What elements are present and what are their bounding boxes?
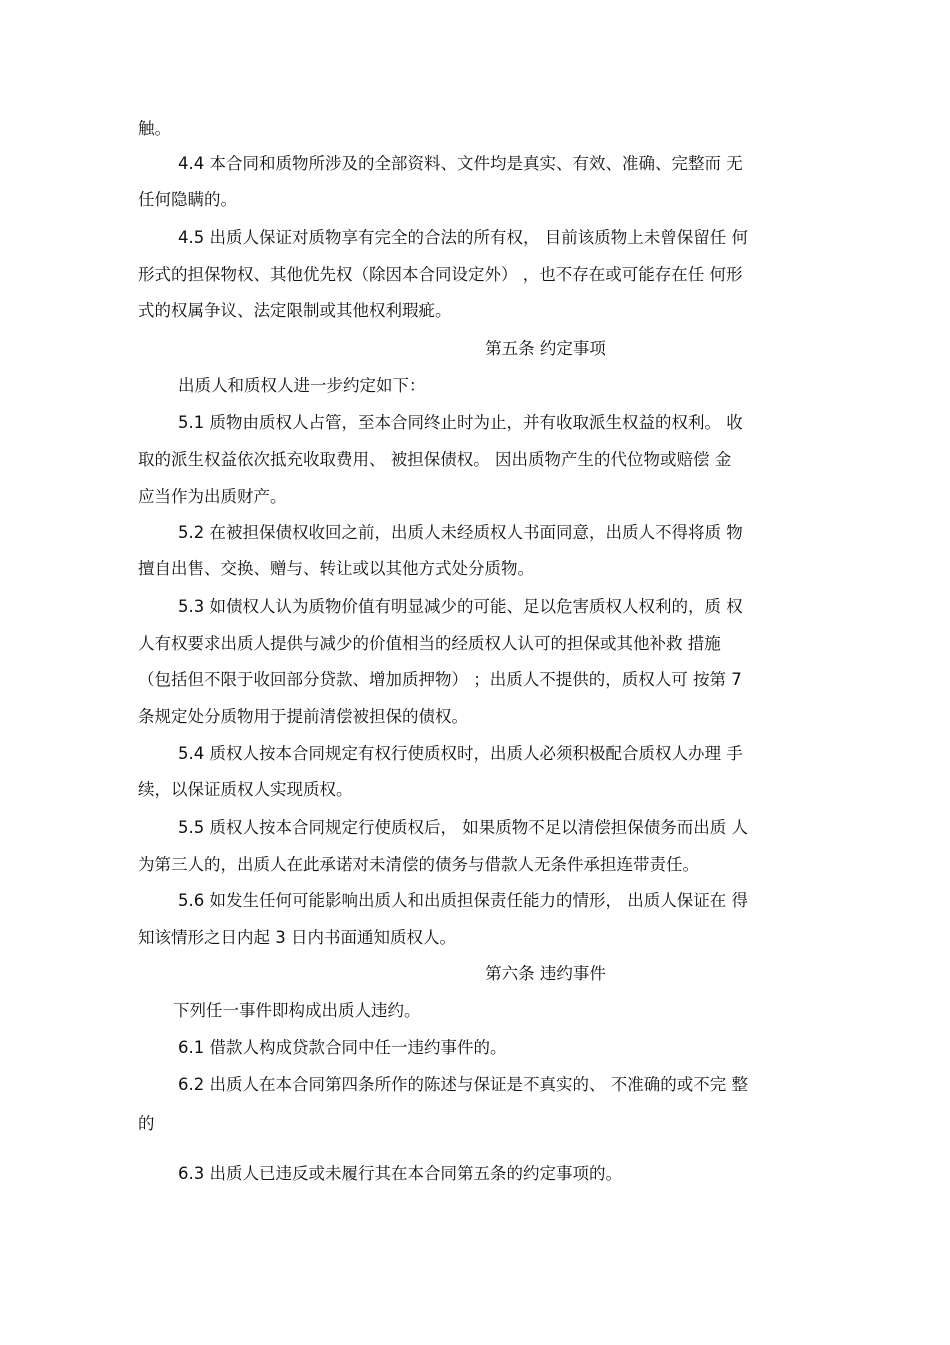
text-line: 下列任一事件即构成出质人违约。 bbox=[173, 1001, 421, 1020]
text-line: 形式的担保物权、其他优先权（除因本合同设定外） ，也不存在或可能存在任 何形 bbox=[138, 265, 743, 284]
text-line: 人有权要求出质人提供与减少的价值相当的经质权人认可的担保或其他补救 措施 bbox=[138, 634, 721, 653]
clause-6-1: 6.1 借款人构成贷款合同中任一违约事件的。 bbox=[178, 1038, 507, 1057]
clause-6-2: 6.2 出质人在本合同第四条所作的陈述与保证是不真实的、 不准确的或不完 整 bbox=[178, 1075, 748, 1094]
text-line: 条规定处分质物用于提前清偿被担保的债权。 bbox=[138, 707, 468, 726]
text-line: 应当作为出质财产。 bbox=[138, 487, 287, 506]
clause-6-3: 6.3 出质人已违反或未履行其在本合同第五条的约定事项的。 bbox=[178, 1164, 622, 1183]
text-line: 任何隐瞒的。 bbox=[138, 190, 237, 209]
text-line: 式的权属争议、法定限制或其他权利瑕疵。 bbox=[138, 301, 452, 320]
clause-4-4: 4.4 本合同和质物所涉及的全部资料、文件均是真实、有效、准确、完整而 无 bbox=[178, 154, 743, 173]
text-line: 为第三人的，出质人在此承诺对未清偿的债务与借款人无条件承担连带责任。 bbox=[138, 855, 699, 874]
text-line: 知该情形之日内起 3 日内书面通知质权人。 bbox=[138, 928, 456, 947]
text-line: 擅自出售、交换、赠与、转让或以其他方式处分质物。 bbox=[138, 559, 534, 578]
article-5-heading: 第五条 约定事项 bbox=[485, 339, 606, 358]
text-line: （包括但不限于收回部分贷款、增加质押物） ；出质人不提供的，质权人可 按第 7 bbox=[138, 670, 742, 689]
clause-5-1: 5.1 质物由质权人占管，至本合同终止时为止，并有收取派生权益的权利。 收 bbox=[178, 413, 743, 432]
clause-5-6: 5.6 如发生任何可能影响出质人和出质担保责任能力的情形， 出质人保证在 得 bbox=[178, 891, 748, 910]
text-line: 的 bbox=[138, 1114, 155, 1133]
clause-5-3: 5.3 如债权人认为质物价值有明显减少的可能、足以危害质权人权利的，质 权 bbox=[178, 597, 743, 616]
text-line: 触。 bbox=[138, 119, 171, 138]
article-6-heading: 第六条 违约事件 bbox=[485, 964, 606, 983]
clause-5-2: 5.2 在被担保债权收回之前，出质人未经质权人书面同意，出质人不得将质 物 bbox=[178, 523, 743, 542]
clause-4-5: 4.5 出质人保证对质物享有完全的合法的所有权， 目前该质物上未曾保留任 何 bbox=[178, 228, 748, 247]
text-line: 续，以保证质权人实现质权。 bbox=[138, 780, 353, 799]
clause-5-5: 5.5 质权人按本合同规定行使质权后， 如果质物不足以清偿担保债务而出质 人 bbox=[178, 818, 748, 837]
text-line: 取的派生权益依次抵充收取费用、 被担保债权。 因出质物产生的代位物或赔偿 金 bbox=[138, 450, 732, 469]
text-line: 出质人和质权人进一步约定如下： bbox=[178, 376, 426, 395]
clause-5-4: 5.4 质权人按本合同规定有权行使质权时，出质人必须积极配合质权人办理 手 bbox=[178, 744, 743, 763]
